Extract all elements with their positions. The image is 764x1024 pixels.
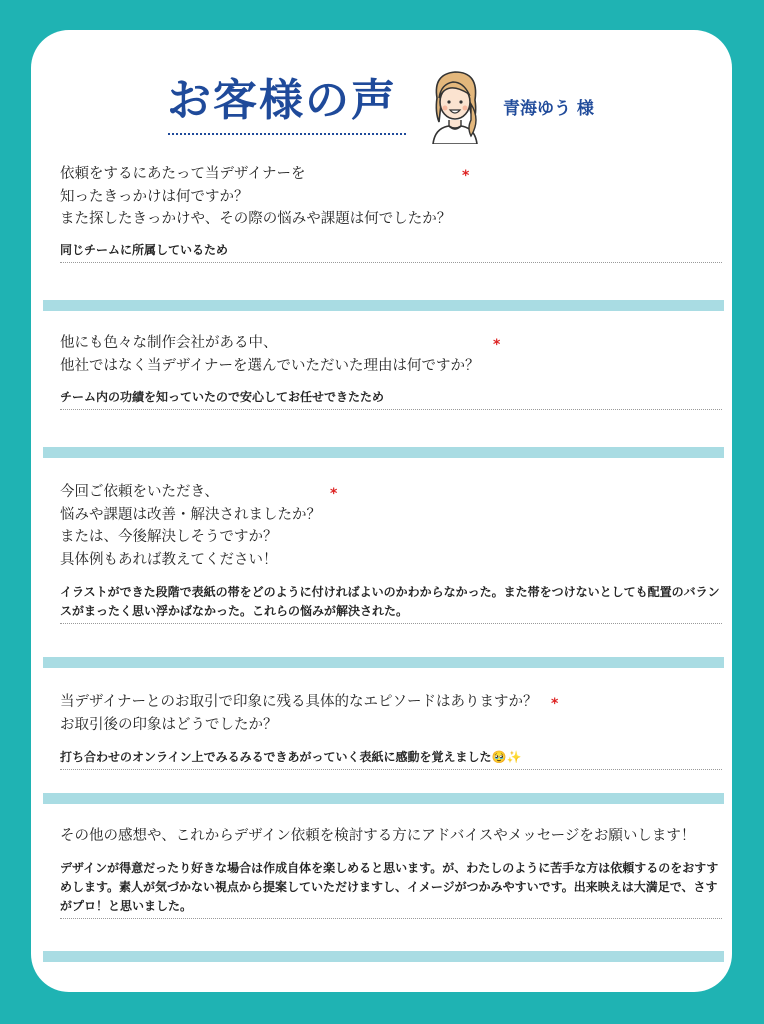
question-line: その他の感想や、これからデザイン依頼を検討する方にアドバイスやメッセージをお願いします！	[60, 828, 696, 844]
question	[60, 163, 724, 231]
answer: 打ち合わせのオンライン上でみるみるできあがっていく表紙に感動を覚えました🥹✨	[60, 748, 722, 770]
qa-section-3	[60, 481, 724, 624]
required-star: *	[551, 696, 559, 712]
question	[60, 825, 724, 848]
page-title: お客様の声	[167, 75, 397, 126]
question-line: 知ったきっかけは何ですか？	[60, 188, 249, 205]
answer: チーム内の功績を知っていたので安心してお任せできたため	[60, 388, 722, 410]
question-line: 具体例もあれば教えてください！	[60, 551, 278, 568]
question-line: 悩みや課題は改善・解決されましたか？	[60, 506, 321, 523]
section-divider	[43, 793, 724, 804]
question	[60, 691, 724, 736]
qa-section-2	[60, 332, 724, 410]
question-line: 当デザイナーとのお取引で印象に残る具体的なエピソードはありますか？	[60, 694, 538, 710]
question-line: 他にも色々な制作会社がある中、	[60, 335, 278, 351]
qa-section-5	[60, 825, 724, 919]
title-underline	[168, 133, 406, 135]
question-line: お取引後の印象はどうでしたか？	[60, 716, 278, 733]
answer: デザインが得意だったり好きな場合は作成自体を楽しめると思います。が、わたしのように苦手な方は依頼するのをおすすめします。素人が気づかない視点から提案していただけますし、イメージがつかみやすいです。出来映えは大満足で、さすがプロ！と思いました。	[60, 859, 722, 919]
section-divider	[43, 657, 724, 668]
question-line: または、今後解決しそうですか？	[60, 529, 278, 545]
woman-avatar-icon	[425, 64, 485, 144]
required-star: *	[330, 486, 338, 502]
question	[60, 332, 724, 377]
qa-section-1	[60, 163, 724, 263]
required-star: *	[493, 337, 501, 353]
section-divider	[43, 951, 724, 962]
question-line: 他社ではなく当デザイナーを選んでいただいた理由は何ですか？	[60, 357, 480, 374]
customer-name: 青海ゆう 様	[503, 99, 594, 119]
required-star: *	[462, 168, 470, 184]
question-line: 依頼をするにあたって当デザイナーを	[60, 166, 306, 182]
answer: 同じチームに所属しているため	[60, 241, 722, 263]
qa-section-4	[60, 691, 724, 770]
section-divider	[43, 300, 724, 311]
question	[60, 481, 724, 571]
answer: イラストができた段階で表紙の帯をどのように付ければよいのかわからなかった。また帯をつけないとしても配置のバランスがまったく思い浮かばなかった。これらの悩みが解決された。	[60, 583, 722, 624]
section-divider	[43, 447, 724, 458]
question-line: 今回ご依頼をいただき、	[60, 484, 219, 500]
question-line: また探したきっかけや、その際の悩みや課題は何でしたか？	[60, 211, 452, 227]
testimonial-card	[31, 30, 732, 992]
